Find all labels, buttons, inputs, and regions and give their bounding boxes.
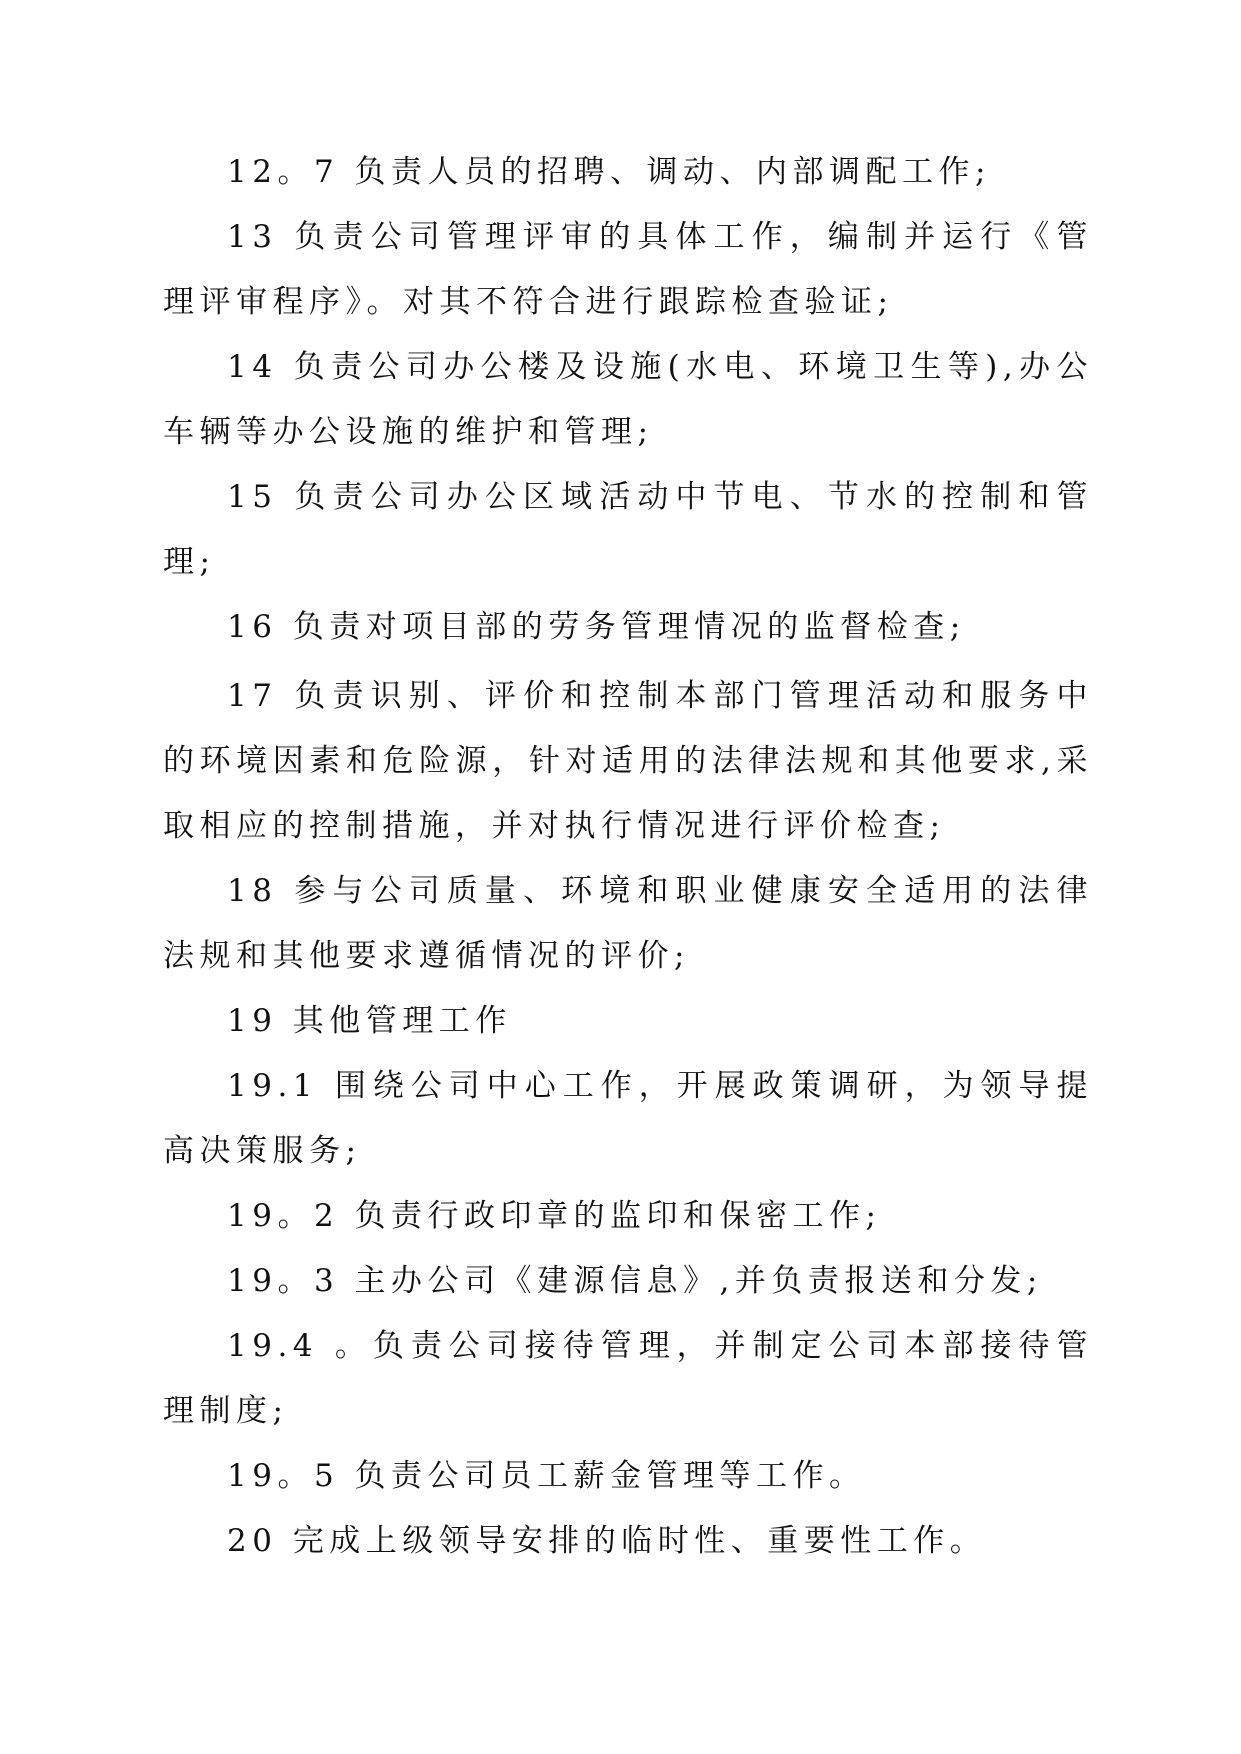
paragraph-19-1: 19.1 围绕公司中心工作，开展政策调研，为领导提高决策服务;: [163, 1068, 1093, 1169]
paragraph-19-2: 19。2 负责行政印章的监印和保密工作;: [227, 1198, 882, 1234]
document-body: [163, 140, 1093, 1574]
paragraph-18: 18 参与公司质量、环境和职业健康安全适用的法律法规和其他要求遵循情况的评价;: [163, 873, 1093, 974]
paragraph-19-4: 19.4 。负责公司接待管理，并制定公司本部接待管理制度;: [163, 1328, 1093, 1429]
paragraph-19: 19 其他管理工作: [227, 1003, 512, 1039]
paragraph-12-7: 12。7 负责人员的招聘、调动、内部调配工作;: [227, 154, 991, 190]
paragraph-13: 13 负责公司管理评审的具体工作，编制并运行《管理评审程序》。对其不符合进行跟踪检查验证;: [163, 219, 1093, 320]
paragraph-19-3: 19。3 主办公司《建源信息》,并负责报送和分发;: [227, 1263, 1043, 1299]
paragraph-16: 16 负责对项目部的劳务管理情况的监督检查;: [227, 609, 966, 645]
paragraph-20: 20 完成上级领导安排的临时性、重要性工作。: [227, 1523, 987, 1559]
paragraph-15: 15 负责公司办公区域活动中节电、节水的控制和管理;: [163, 479, 1093, 580]
paragraph-14: 14 负责公司办公楼及设施(水电、环境卫生等),办公车辆等办公设施的维护和管理;: [163, 349, 1093, 450]
paragraph-17: 17 负责识别、评价和控制本部门管理活动和服务中的环境因素和危险源，针对适用的法律法规和其他要求,采取相应的控制措施，并对执行情况进行评价检查;: [163, 678, 1093, 844]
paragraph-19-5: 19。5 负责公司员工薪金管理等工作。: [227, 1458, 866, 1494]
